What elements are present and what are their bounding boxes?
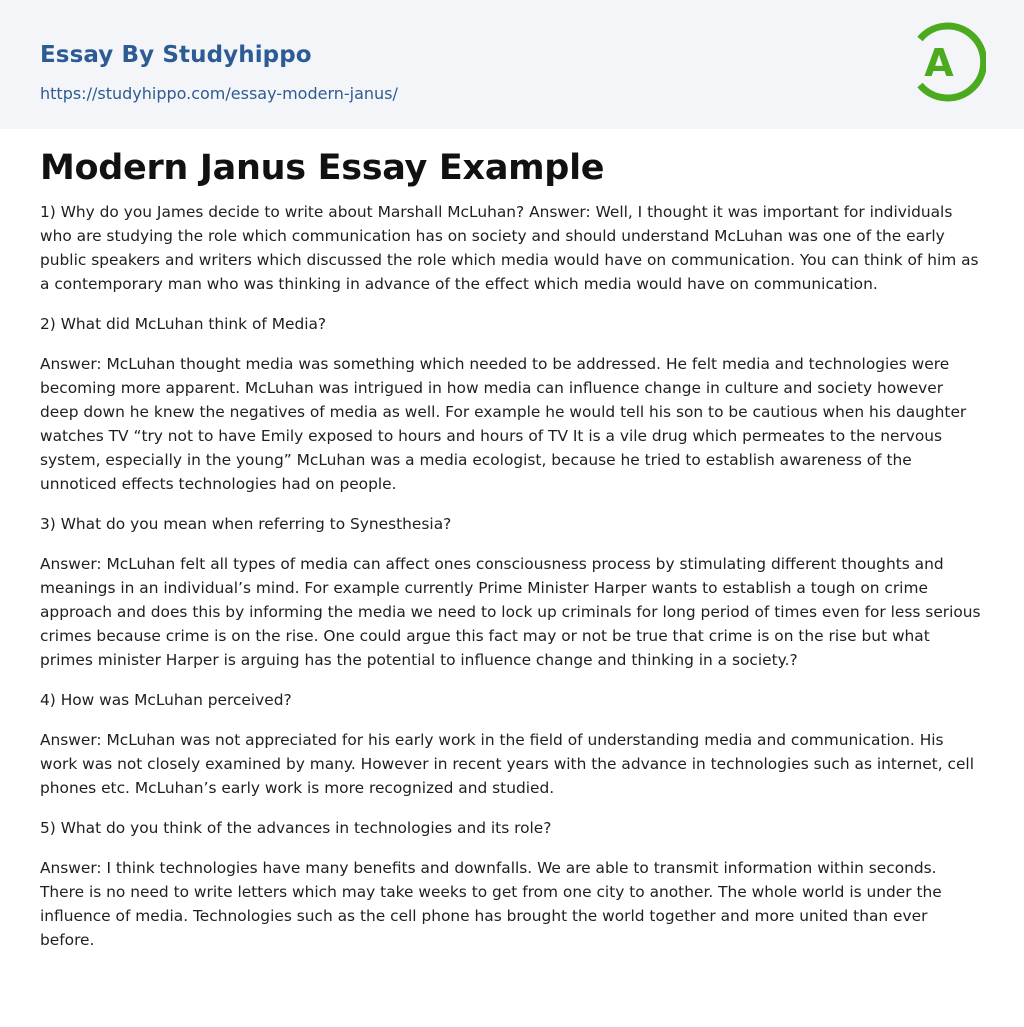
paragraph-a4: Answer: McLuhan was not appreciated for his early work in the field of understanding media and communication. His work was not closely examined by many. However in recent years with the advance in technologies such as internet, cell phones etc. McLuhan’s early work is more recognized and studied. xyxy=(40,731,974,797)
article xyxy=(40,140,984,968)
paragraph-q4: 4) How was McLuhan perceived? xyxy=(40,691,292,709)
paragraph-q5: 5) What do you think of the advances in technologies and its role? xyxy=(40,819,552,837)
brand-name[interactable]: Essay By Studyhippo xyxy=(40,42,312,68)
paragraph-a3: Answer: McLuhan felt all types of media can affect ones consciousness process by stimulating different thoughts and meanings in an individual’s mind. For example currently Prime Minister Harper wants to establish a tough on crime approach and does this by informing the media we need to lock up criminals for long period of times even for less serious crimes because crime is on the rise. One could argue this fact may or not be true that crime is on the rise but what primes minister Harper is arguing has the potential to influence change and thinking in a society.? xyxy=(40,555,981,669)
paragraph-a5: Answer: I think technologies have many benefits and downfalls. We are able to transmit information within seconds. There is no need to write letters which may take weeks to get from one city to another. The whole world is under the influence of media. Technologies such as the cell phone has brought the world together and more united than ever before. xyxy=(40,859,942,949)
paragraph-q1: 1) Why do you James decide to write about Marshall McLuhan? Answer: Well, I thought it was important for individuals who are studying the role which communication has on society and should understand McLuhan was one of the early public speakers and writers which discussed the role which media would have on communication. You can think of him as a contemporary man who was thinking in advance of the effect which media would have on communication. xyxy=(40,203,979,293)
site-header xyxy=(0,0,1024,129)
paragraph-q3: 3) What do you mean when referring to Synesthesia? xyxy=(40,515,452,533)
article-title: Modern Janus Essay Example xyxy=(40,148,605,188)
paragraph-a2: Answer: McLuhan thought media was something which needed to be addressed. He felt media and technologies were becoming more apparent. McLuhan was intrigued in how media can influence change in culture and society however deep down he knew the negatives of media as well. For example he would tell his son to be cautious when his daughter watches TV “try not to have Emily exposed to hours and hours of TV It is a vile drug which permeates to the nervous system, especially in the young” McLuhan was a media ecologist, because he tried to establish awareness of the unnoticed effects technologies had on people. xyxy=(40,355,967,493)
page-url-link[interactable]: https://studyhippo.com/essay-modern-janus/ xyxy=(40,84,398,103)
logo-letter: A xyxy=(924,41,954,85)
studyhippo-logo-icon[interactable] xyxy=(912,19,986,105)
paragraph-q2: 2) What did McLuhan think of Media? xyxy=(40,315,327,333)
